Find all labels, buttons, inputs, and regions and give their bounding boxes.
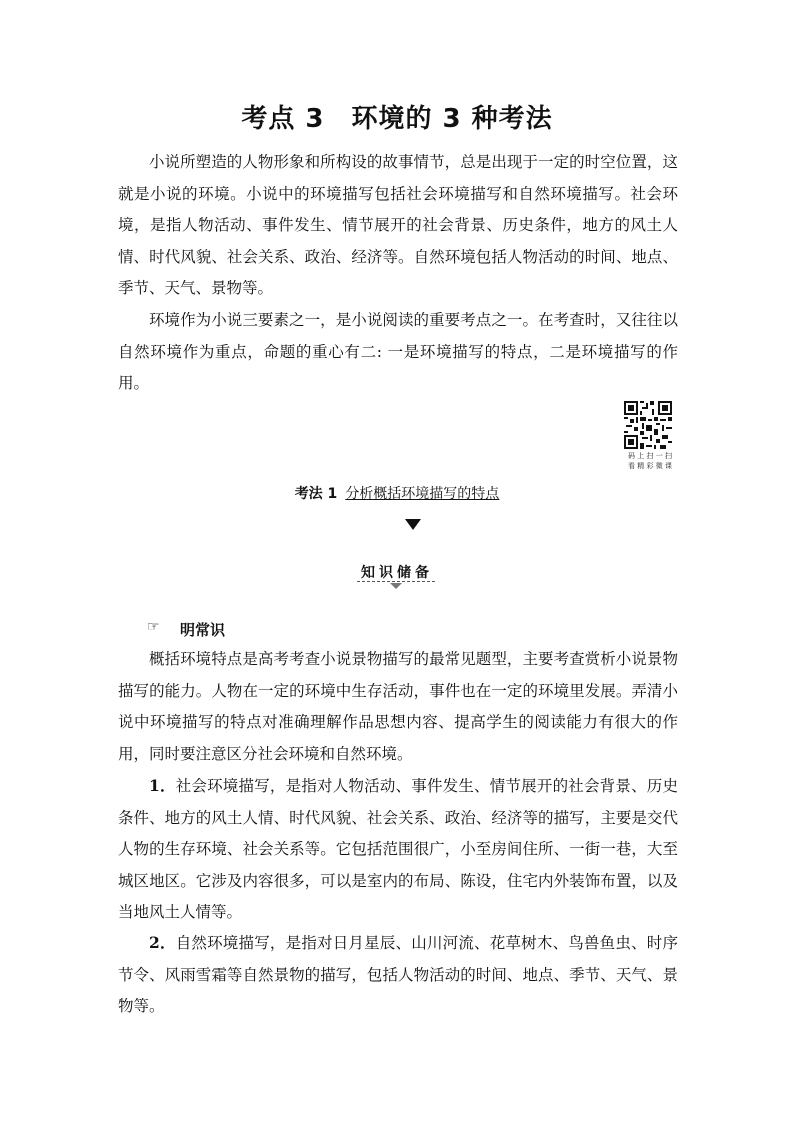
- method-label: 考法 1: [294, 486, 338, 502]
- method-heading: [0, 483, 794, 503]
- list-item-1-number: 1．: [149, 776, 176, 795]
- down-triangle-icon: [405, 519, 421, 530]
- subsection-label: 明常识: [180, 621, 226, 639]
- qr-caption-line-2: 看 精 彩 微 课: [628, 462, 672, 470]
- section-heading-divider: [357, 581, 435, 582]
- list-item-1: [118, 770, 678, 929]
- method-title: 分析概括环境描写的特点: [345, 486, 500, 502]
- intro-paragraph-2: 环境作为小说三要素之一，是小说阅读的重要考点之一。在考查时，又往往以自然环境作为重点，命题的重心有二: 一是环境描写的特点，二是环境描写的作用。: [118, 311, 678, 392]
- section-heading-arrow-icon: [390, 583, 402, 589]
- section-heading: 知识储备: [361, 565, 433, 581]
- list-item-2: [118, 927, 678, 1023]
- page-title: 考点 3 环境的 3 种考法: [241, 104, 553, 134]
- body-paragraph: 概括环境特点是高考考查小说景物描写的最常见题型，主要考查赏析小说景物描写的能力。人物在一定的环境中生存活动，事件也在一定的环境里发展。弄清小说中环境描写的特点对准确理解作品思想内容、提高学生的阅读能力有很大的作用，同时要注意区分社会环境和自然环境。: [118, 650, 678, 763]
- list-item-2-number: 2．: [149, 933, 176, 952]
- pointing-hand-icon: ☞: [147, 619, 160, 635]
- list-item-1-text: 社会环境描写，是指对人物活动、事件发生、情节展开的社会背景、历史条件、地方的风土人情、时代风貌、社会关系、政治、经济等的描写，主要是交代人物的生存环境、社会关系等。它包括范围很广，小至房间住所、一街一巷，大至城区地区。它涉及内容很多，可以是室内的布局、陈设，住宅内外装饰布置，以及当地风土人情等。: [118, 777, 678, 921]
- qr-code-icon[interactable]: [624, 401, 672, 449]
- qr-caption-line-1: 码 上 扫 一 扫: [628, 452, 672, 460]
- list-item-2-text: 自然环境描写，是指对日月星辰、山川河流、花草树木、鸟兽鱼虫、时序节令、风雨雪霜等自然景物的描写，包括人物活动的时间、地点、季节、天气、景物等。: [118, 934, 678, 1015]
- intro-paragraph-1: 小说所塑造的人物形象和所构设的故事情节，总是出现于一定的时空位置，这就是小说的环境。小说中的环境描写包括社会环境描写和自然环境描写。社会环境，是指人物活动、事件发生、情节展开的社会背景、历史条件，地方的风土人情、时代风貌、社会关系、政治、经济等。自然环境包括人物活动的时间、地点、季节、天气、景物等。: [118, 153, 678, 297]
